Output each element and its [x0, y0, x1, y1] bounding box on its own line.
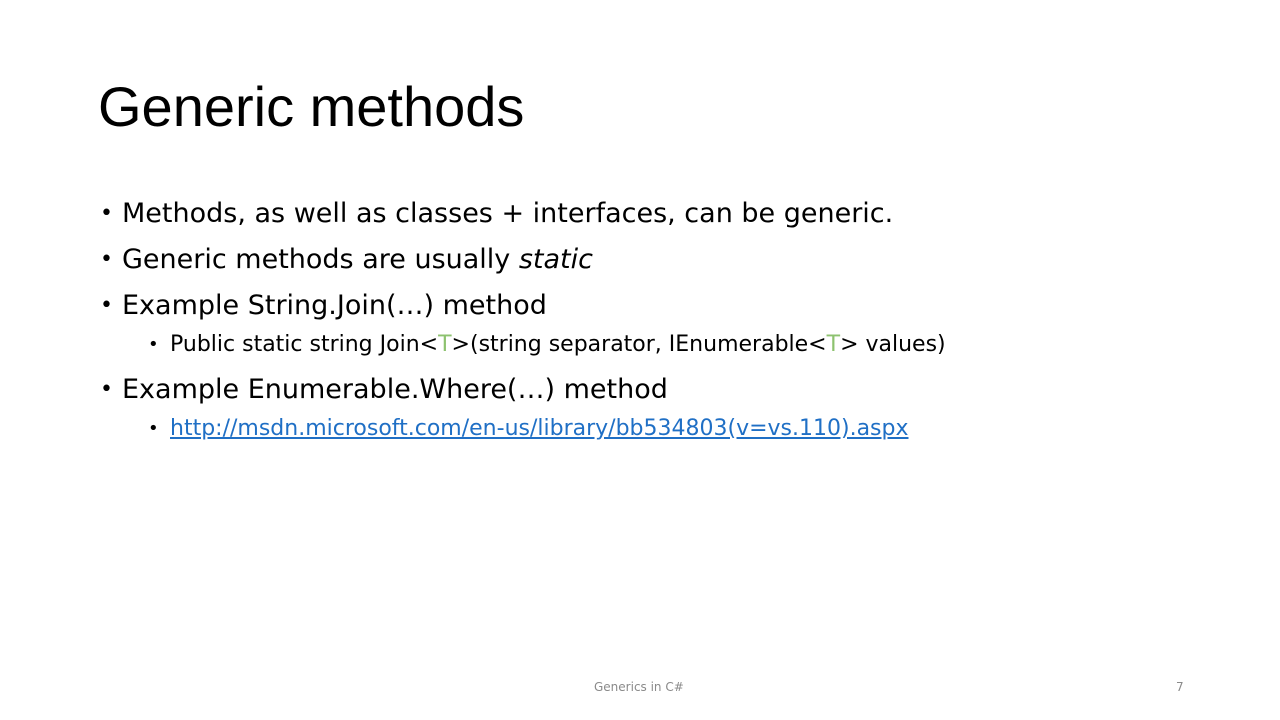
bullet-text: Example Enumerable.Where(…) method	[122, 374, 668, 405]
bullet-text: Example String.Join(…) method	[122, 290, 547, 321]
sub-bullet-icon: •	[148, 334, 159, 355]
bullet-icon: •	[100, 293, 113, 318]
code-signature-part: Public static string Join<	[170, 332, 439, 357]
bullet-text: Methods, as well as classes + interfaces, can be generic.	[122, 198, 894, 229]
bullet-icon: •	[100, 377, 113, 402]
sub-bullet-item	[100, 414, 1200, 444]
bullet-icon: •	[100, 201, 113, 226]
type-parameter: T	[826, 332, 841, 357]
slide-title: Generic methods	[98, 75, 525, 138]
msdn-link[interactable]: http://msdn.microsoft.com/en-us/library/bb534803(v=vs.110).aspx	[170, 416, 909, 441]
type-parameter: T	[438, 332, 452, 357]
bullet-item	[100, 242, 1200, 278]
bullet-item	[100, 288, 1200, 324]
bullet-emphasis: static	[518, 244, 593, 275]
code-signature-part: >(string separator, IEnumerable<	[451, 332, 827, 357]
bullet-icon: •	[100, 247, 113, 272]
slide-content	[100, 196, 1200, 456]
sub-bullet-item	[100, 330, 1200, 360]
page-number: 7	[1176, 680, 1184, 694]
bullet-item	[100, 372, 1200, 408]
code-signature-part: > values)	[840, 332, 946, 357]
footer-text: Generics in C#	[594, 680, 684, 694]
bullet-item	[100, 196, 1200, 232]
bullet-text: Generic methods are usually	[122, 244, 519, 275]
sub-bullet-icon: •	[148, 418, 159, 439]
